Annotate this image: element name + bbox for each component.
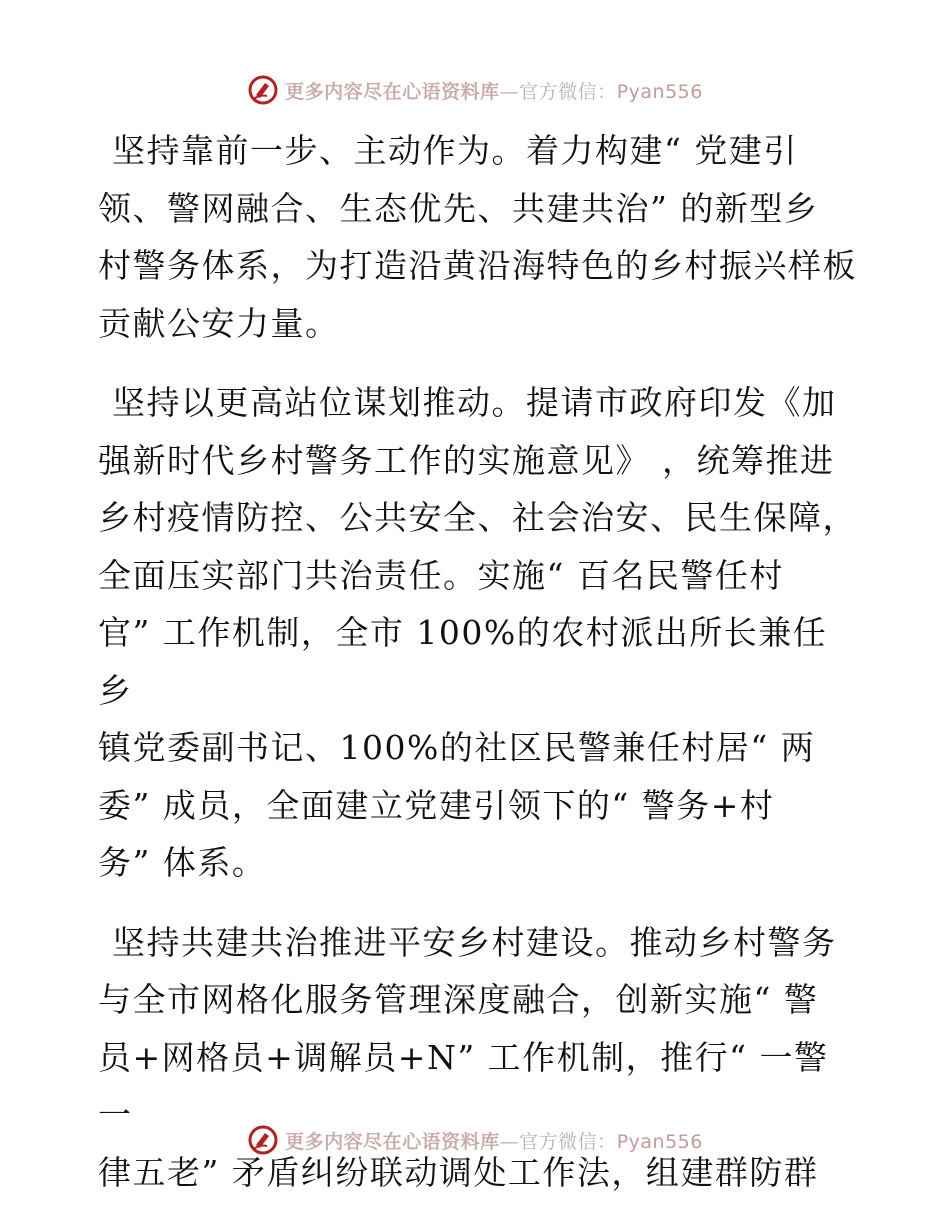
brand-logo-icon [247,74,279,106]
paragraph-line: 全面压实部门共治责任。实施“ 百名民警任村 [98,555,784,595]
paragraph-line: 与全市网格化服务管理深度融合，创新实施“ 警 [98,980,819,1019]
paragraph-line: 员+网格员+调解员+N” 工作机制，推行“ 一警一 [98,1037,829,1134]
paragraph-line: 坚持以更高站位谋划推动。提请市政府印发《加 [112,383,837,422]
paragraph-line: 务” 体系。 [98,843,267,882]
brand-logo-icon [247,1124,279,1156]
paragraph-line: 坚持共建共治推进平安乡村建设。推动乡村警务 [112,922,837,962]
footer-banner-text [285,1127,703,1154]
paragraph-line: 乡村疫情防控、公共安全、社会治安、民生保障， [98,498,857,537]
paragraph-line: 委” 成员，全面建立党建引领下的“ 警务+村 [98,785,775,825]
paragraph-line: 强新时代乡村警务工作的实施意见》 ，统筹推进 [98,440,835,480]
header-banner-main: 更多内容尽在心语资料库 [285,80,500,103]
document-body [98,122,858,1223]
header-banner-text [285,77,703,104]
paragraph-line: 镇党委副书记、100%的社区民警兼任村居“ 两 [98,728,816,767]
footer-banner-handle: Pyan556 [616,1130,703,1153]
paragraph-line: 村警务体系，为打造沿黄沿海特色的乡村振兴样板 [98,246,857,285]
footer-banner-separator: — [499,1130,520,1153]
paragraph-2 [98,374,858,892]
paragraph-line: 贡献公安力量。 [98,303,340,343]
paragraph-line: 坚持靠前一步、主动作为。着力构建“ 党建引 [112,131,798,170]
footer-banner [0,1120,950,1160]
header-banner-wechat-label: 官方微信： [519,80,617,103]
header-banner [0,70,950,110]
footer-banner-main: 更多内容尽在心语资料库 [285,1130,500,1153]
paragraph-line: 律五老” 矛盾纠纷联动调处工作法，组建群防群 [98,1152,819,1192]
footer-banner-wechat-label: 官方微信： [519,1130,617,1153]
paragraph-line: 官” 工作机制，全市 100%的农村派出所长兼任乡 [98,613,828,710]
header-banner-separator: — [499,80,520,103]
paragraph-line: 领、警网融合、生态优先、共建共治” 的新型乡 [98,188,819,228]
header-banner-handle: Pyan556 [616,80,703,103]
paragraph-1 [98,122,858,352]
